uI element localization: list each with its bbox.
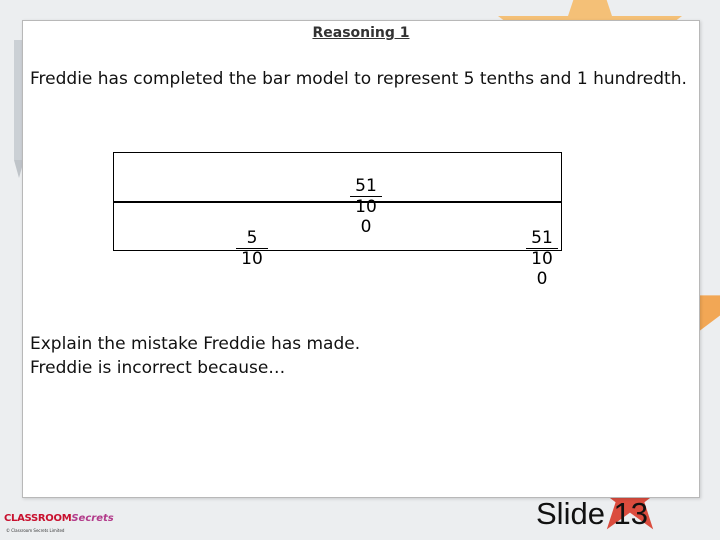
fraction-right-part	[526, 228, 558, 289]
logo-word-secrets: Secrets	[71, 513, 114, 524]
question-text: Freddie has completed the bar model to represent 5 tenths and 1 hundredth.	[30, 69, 687, 89]
fraction-denominator: 10	[236, 248, 268, 269]
card-title: Reasoning 1	[312, 25, 410, 41]
fraction-numerator: 5	[246, 228, 258, 248]
fraction-denominator-overflow: 0	[360, 217, 372, 237]
fraction-numerator: 51	[355, 176, 377, 196]
fraction-denominator-overflow: 0	[536, 269, 548, 289]
logo-word-classroom: CLASSROOM	[4, 513, 72, 524]
explain-prompt: Explain the mistake Freddie has made.	[30, 334, 361, 354]
fraction-five-tenths	[236, 228, 268, 269]
bar-model-divider	[114, 201, 561, 203]
fraction-denominator: 10	[350, 196, 382, 217]
slide-number: Slide 13	[536, 496, 649, 531]
answer-starter: Freddie is incorrect because…	[30, 358, 286, 378]
bar-model	[113, 152, 562, 251]
fraction-top-whole	[350, 176, 382, 237]
question-card	[22, 20, 700, 498]
classroom-secrets-logo	[4, 506, 114, 528]
fraction-numerator: 51	[531, 228, 553, 248]
fraction-denominator: 10	[526, 248, 558, 269]
copyright-notice: © Classroom Secrets Limited	[6, 528, 65, 533]
explain-section	[30, 332, 630, 380]
